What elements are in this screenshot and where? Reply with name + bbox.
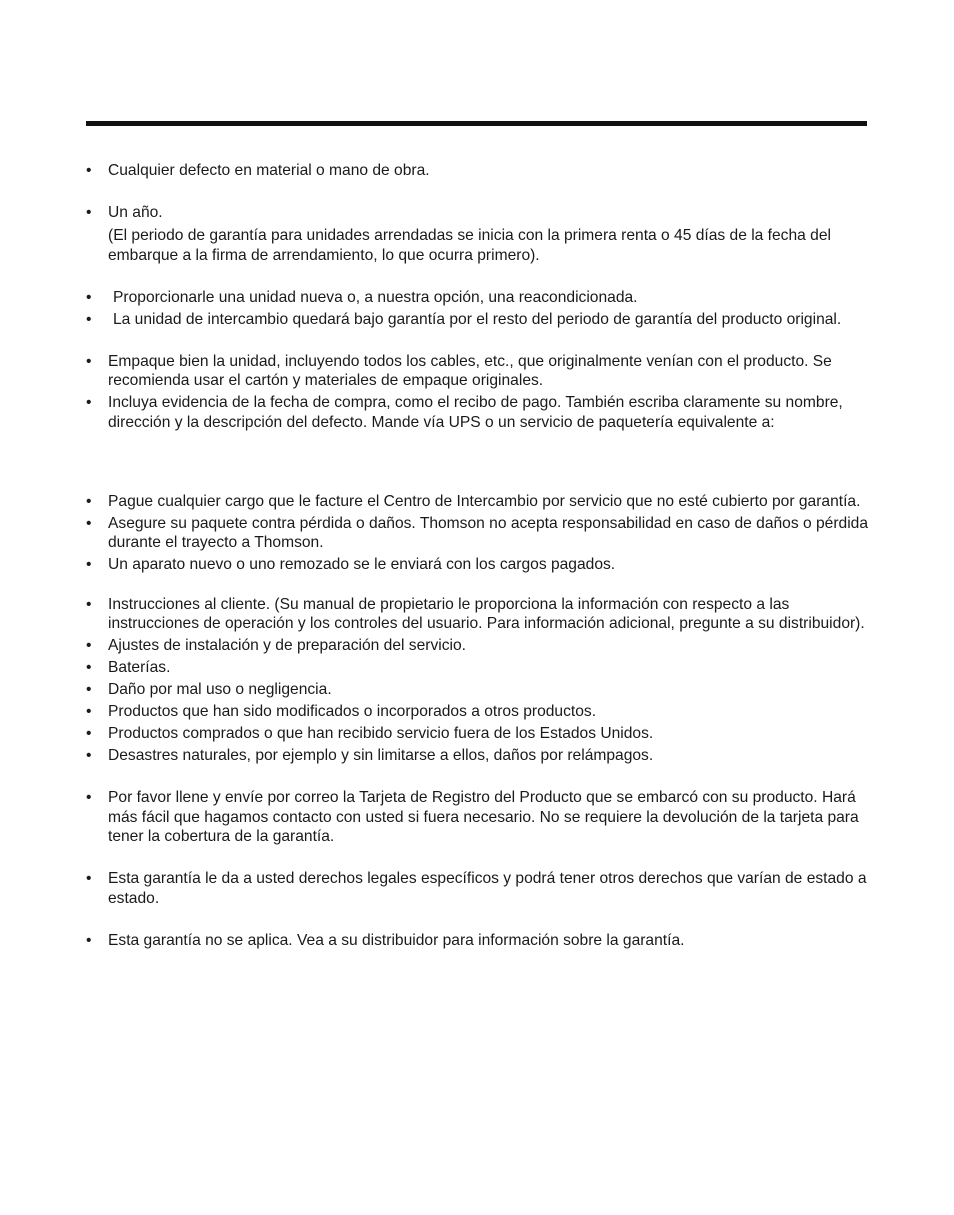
list-item bbox=[86, 393, 868, 432]
bullet-icon: • bbox=[86, 492, 92, 510]
item-text: Ajustes de instalación y de preparación del servicio. bbox=[108, 637, 466, 655]
list-item bbox=[86, 658, 868, 677]
item-text: Proporcionarle una unidad nueva o, a nuestra opción, una reacondicionada. bbox=[113, 288, 638, 306]
item-text: Un aparato nuevo o uno remozado se le enviará con los cargos pagados. bbox=[108, 556, 616, 574]
item-text: Daño por mal uso o negligencia. bbox=[108, 681, 332, 699]
list-item bbox=[86, 288, 868, 307]
section-remedy bbox=[86, 288, 868, 329]
item-text: Un año. bbox=[108, 204, 163, 221]
item-text: Pague cualquier cargo que le facture el Centro de Intercambio por servicio que no esté cubierto por garantía. bbox=[108, 492, 861, 510]
list-item bbox=[86, 203, 868, 265]
section-shipping bbox=[86, 352, 868, 432]
list-item bbox=[86, 931, 868, 950]
item-text: Asegure su paquete contra pérdida o daños. Thomson no acepta responsabilidad en caso de daños o pérdida durante el trayecto a Thomson. bbox=[108, 514, 869, 552]
bullet-icon: • bbox=[86, 870, 92, 888]
item-text: Productos comprados o que han recibido servicio fuera de los Estados Unidos. bbox=[108, 725, 654, 743]
bullet-icon: • bbox=[86, 288, 92, 306]
item-text: Incluya evidencia de la fecha de compra, como el recibo de pago. También escriba claramente su nombre, dirección y la descripción del defecto. Mande vía UPS o un servicio de paquetería equivalente a: bbox=[108, 394, 843, 431]
item-subtext: (El periodo de garantía para unidades arrendadas se inicia con la primera renta o 45 días de la fecha del embarque a la firma de arrendamiento, lo que ocurra primero). bbox=[108, 227, 831, 264]
bullet-icon: • bbox=[86, 747, 92, 765]
list-item bbox=[86, 555, 868, 574]
bullet-icon: • bbox=[86, 394, 92, 412]
item-text: Empaque bien la unidad, incluyendo todos los cables, etc., que originalmente venían con el producto. Se recomienda usar el cartón y materiales de empaque originales. bbox=[108, 352, 832, 390]
section-defects bbox=[86, 161, 868, 180]
bullet-icon: • bbox=[86, 204, 92, 221]
item-text: Productos que han sido modificados o incorporados a otros productos. bbox=[108, 703, 597, 721]
item-text: Desastres naturales, por ejemplo y sin limitarse a ellos, daños por relámpagos. bbox=[108, 747, 654, 765]
bullet-icon: • bbox=[86, 789, 92, 807]
list-item bbox=[86, 352, 868, 391]
section-exclusions bbox=[86, 595, 868, 766]
list-item bbox=[86, 702, 868, 721]
bullet-icon: • bbox=[86, 681, 92, 699]
bullet-icon: • bbox=[86, 556, 92, 574]
item-text: Por favor llene y envíe por correo la Tarjeta de Registro del Producto que se embarcó con su producto. Hará más fácil que hagamos contacto con usted si fuera necesario. No se requiere la devolución de la tarjeta para tener la cobertura de la garantía. bbox=[108, 789, 859, 846]
bullet-icon: • bbox=[86, 725, 92, 743]
list-item bbox=[86, 788, 868, 846]
bullet-icon: • bbox=[86, 637, 92, 655]
list-item bbox=[86, 680, 868, 699]
bullet-icon: • bbox=[86, 310, 92, 328]
item-text: Cualquier defecto en material o mano de obra. bbox=[108, 162, 430, 179]
bullet-icon: • bbox=[86, 596, 92, 614]
list-item bbox=[86, 746, 868, 765]
item-text: Baterías. bbox=[108, 659, 171, 677]
list-item bbox=[86, 636, 868, 655]
bullet-icon: • bbox=[86, 931, 92, 949]
section-period bbox=[86, 203, 868, 265]
item-text: Esta garantía le da a usted derechos legales específicos y podrá tener otros derechos que varían de estado a estado. bbox=[108, 870, 867, 907]
list-item bbox=[86, 514, 868, 553]
item-text: La unidad de intercambio quedará bajo garantía por el resto del periodo de garantía del producto original. bbox=[113, 310, 842, 328]
bullet-icon: • bbox=[86, 703, 92, 721]
bullet-icon: • bbox=[86, 352, 92, 370]
item-text: Instrucciones al cliente. (Su manual de propietario le proporciona la información con respecto a las instrucciones de operación y los controles del usuario. Para información adicional, pregunte a su distribuidor). bbox=[108, 596, 865, 633]
list-item bbox=[86, 310, 868, 329]
bullet-icon: • bbox=[86, 162, 92, 179]
section-charges bbox=[86, 492, 868, 575]
bullet-icon: • bbox=[86, 659, 92, 677]
warranty-content bbox=[86, 161, 868, 953]
section-legal-rights bbox=[86, 869, 868, 908]
item-text: Esta garantía no se aplica. Vea a su distribuidor para información sobre la garantía. bbox=[108, 931, 685, 949]
section-outside-us bbox=[86, 931, 868, 950]
list-item bbox=[86, 724, 868, 743]
list-item bbox=[86, 161, 868, 180]
section-registration bbox=[86, 788, 868, 846]
list-item bbox=[86, 595, 868, 634]
bullet-icon: • bbox=[86, 514, 92, 532]
list-item bbox=[86, 492, 868, 511]
header-rule bbox=[86, 121, 867, 126]
list-item bbox=[86, 869, 868, 908]
